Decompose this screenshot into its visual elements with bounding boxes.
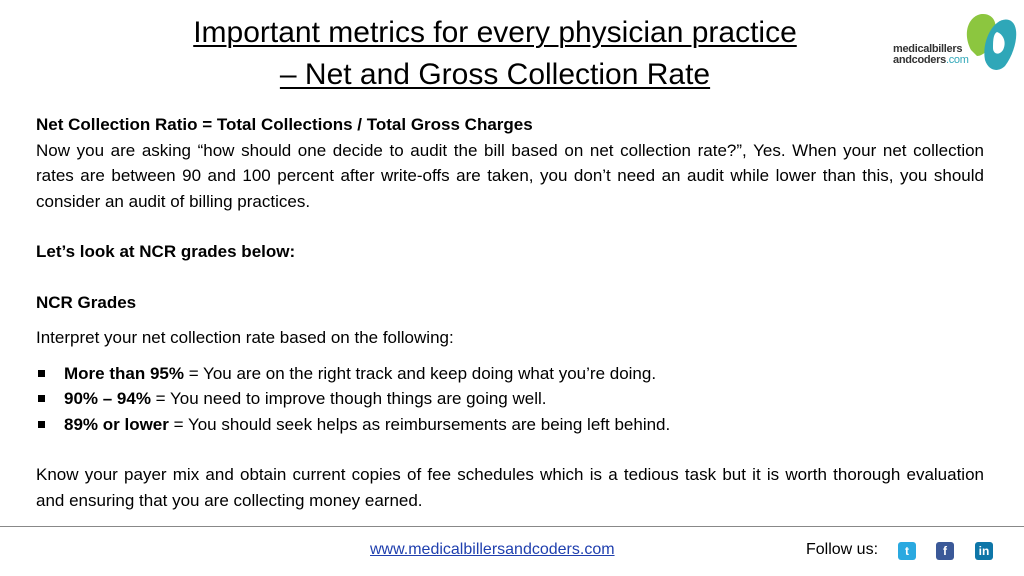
grades-heading: NCR Grades: [36, 292, 137, 312]
page-title: [20, 12, 970, 96]
logo: [893, 10, 1019, 74]
interpret-text: Interpret your net collection rate based on the following:: [36, 328, 454, 347]
bullet-icon: [38, 370, 45, 377]
follow-us-label: Follow us:: [806, 541, 879, 558]
closing-paragraph: Know your payer mix and obtain current copies of fee schedules which is a tedious task but it is worth thorough evaluation and ensuring that you are collecting money earned.: [36, 465, 984, 510]
look-heading: Let’s look at NCR grades below:: [36, 242, 296, 261]
list-item: 90% – 94% = You need to improve though things are going well.: [36, 386, 984, 412]
logo-text-line-2: andcoders.com: [893, 54, 969, 66]
grades-list: [36, 361, 984, 438]
formula-heading: Net Collection Ratio = Total Collections / Total Gross Charges: [36, 115, 533, 134]
intro-paragraph: Now you are asking “how should one decide to audit the bill based on net collection rate?”, Yes. When your net collection rates are between 90 and 100 percent after write-offs are taken, you don’t need an audit while lower than this, you should consider an audit of billing practices.: [36, 140, 984, 211]
twitter-icon[interactable]: t: [898, 542, 916, 560]
title-line-1: Important metrics for every physician practice: [193, 16, 797, 49]
list-item: More than 95% = You are on the right track and keep doing what you’re doing.: [36, 361, 984, 387]
list-item: 89% or lower = You should seek helps as reimbursements are being left behind.: [36, 412, 984, 438]
facebook-icon[interactable]: f: [936, 542, 954, 560]
bullet-icon: [38, 421, 45, 428]
bullet-icon: [38, 395, 45, 402]
footer-divider: [0, 526, 1024, 527]
website-link[interactable]: www.medicalbillersandcoders.com: [370, 541, 615, 558]
title-line-2: – Net and Gross Collection Rate: [279, 58, 711, 91]
logo-text-line-1: medicalbillers: [893, 43, 963, 55]
slide-content: [36, 112, 984, 513]
linkedin-icon[interactable]: in: [975, 542, 993, 560]
